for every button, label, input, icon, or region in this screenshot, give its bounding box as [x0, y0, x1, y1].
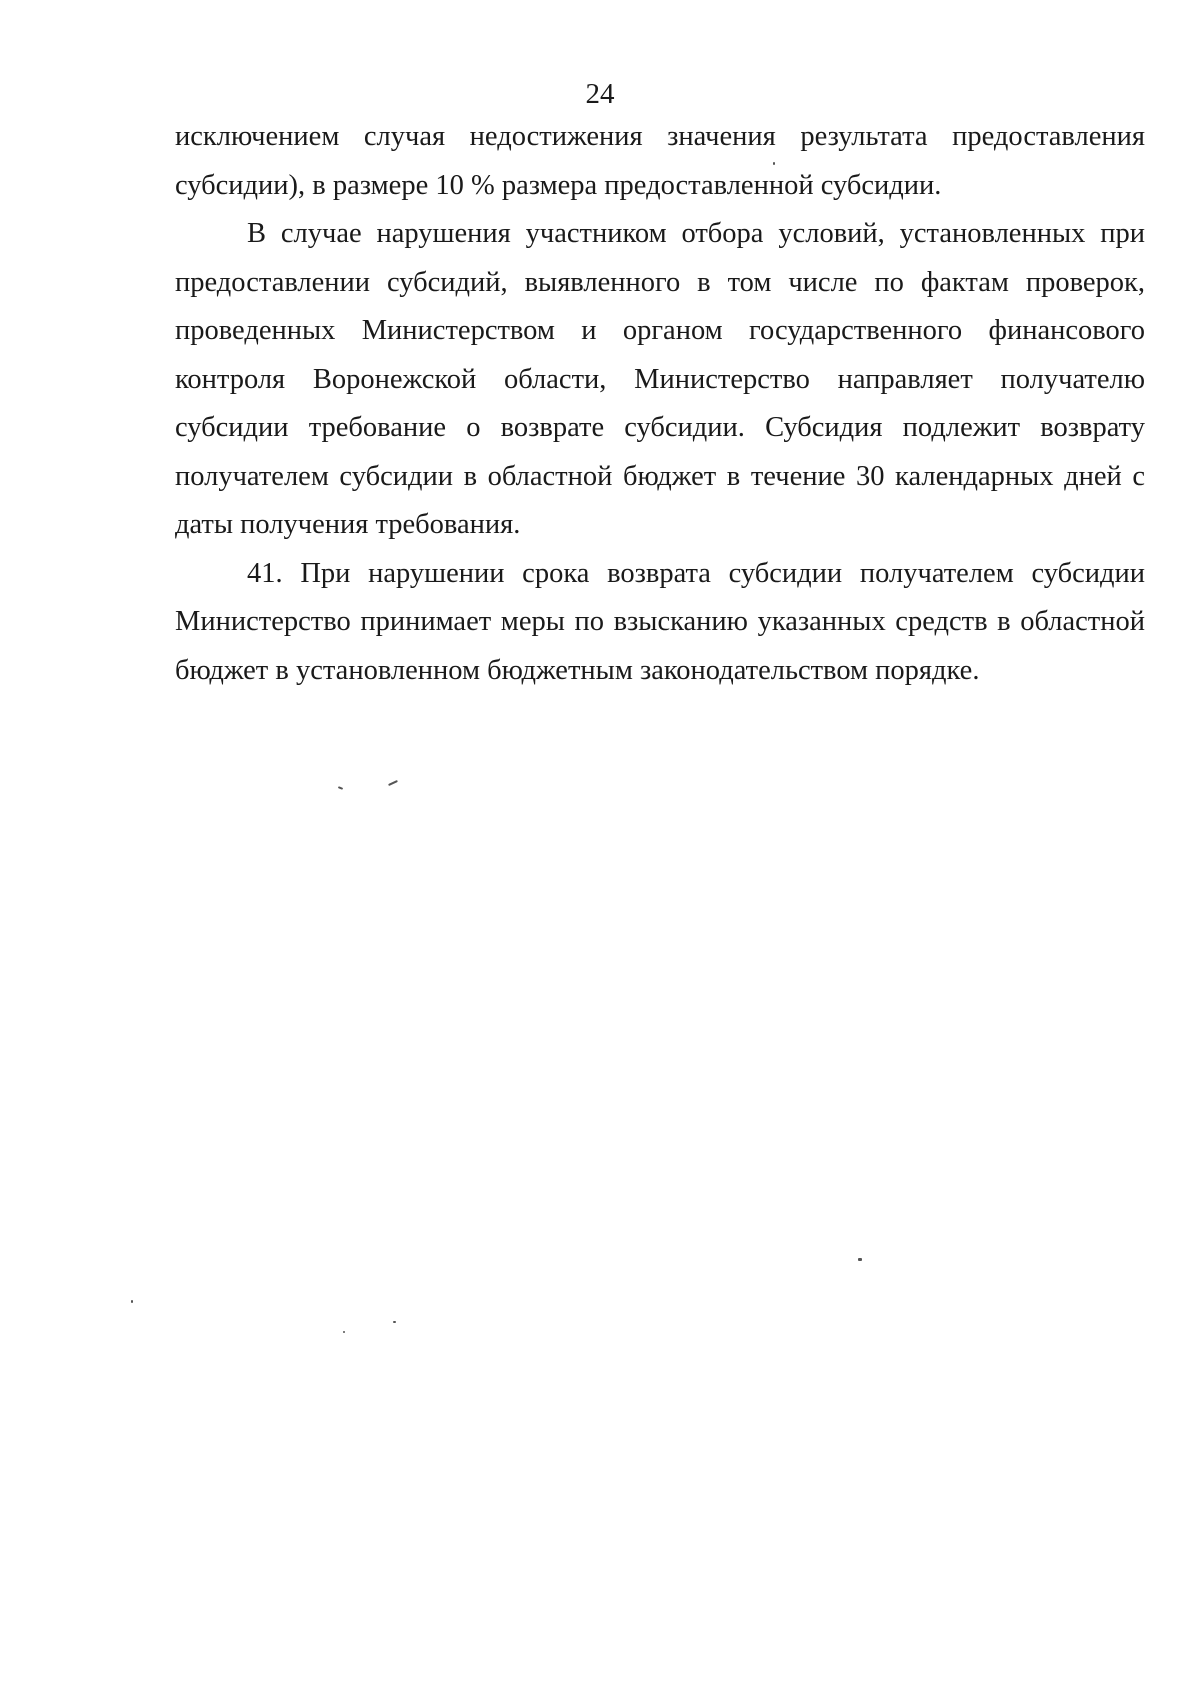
paragraph-continuation: исключением случая недостижения значения результата предоставления субсидии), в размере 10 % размера предоставленной субсидии.	[175, 121, 1145, 201]
paragraph-violation-return: В случае нарушения участником отбора условий, установленных при предоставлении субсидий, выявленного в том числе по фактам проверок, проведенных Министерством и органом государственного финансового контроля Воронежской области, Министерство направляет получателю субсидии требование о возврате субсидии. Субсидия подлежит возврату получателем субсидии в областной бюджет в течение 30 календарных дней с даты получения требования.	[175, 218, 1145, 540]
paragraph-41-enforcement: 41. При нарушении срока возврата субсидии получателем субсидии Министерство принимает меры по взысканию указанных средств в областной бюджет в установленном бюджетным законодательством порядке.	[175, 557, 1145, 686]
scan-speck	[343, 1331, 345, 1333]
scan-speck	[338, 786, 343, 790]
scan-speck	[773, 162, 775, 165]
document-body	[175, 113, 1145, 695]
scan-speck	[858, 1258, 862, 1261]
scan-speck	[388, 780, 398, 786]
scan-speck	[131, 1300, 133, 1303]
scan-speck	[393, 1321, 396, 1323]
page-number: 24	[585, 78, 615, 110]
